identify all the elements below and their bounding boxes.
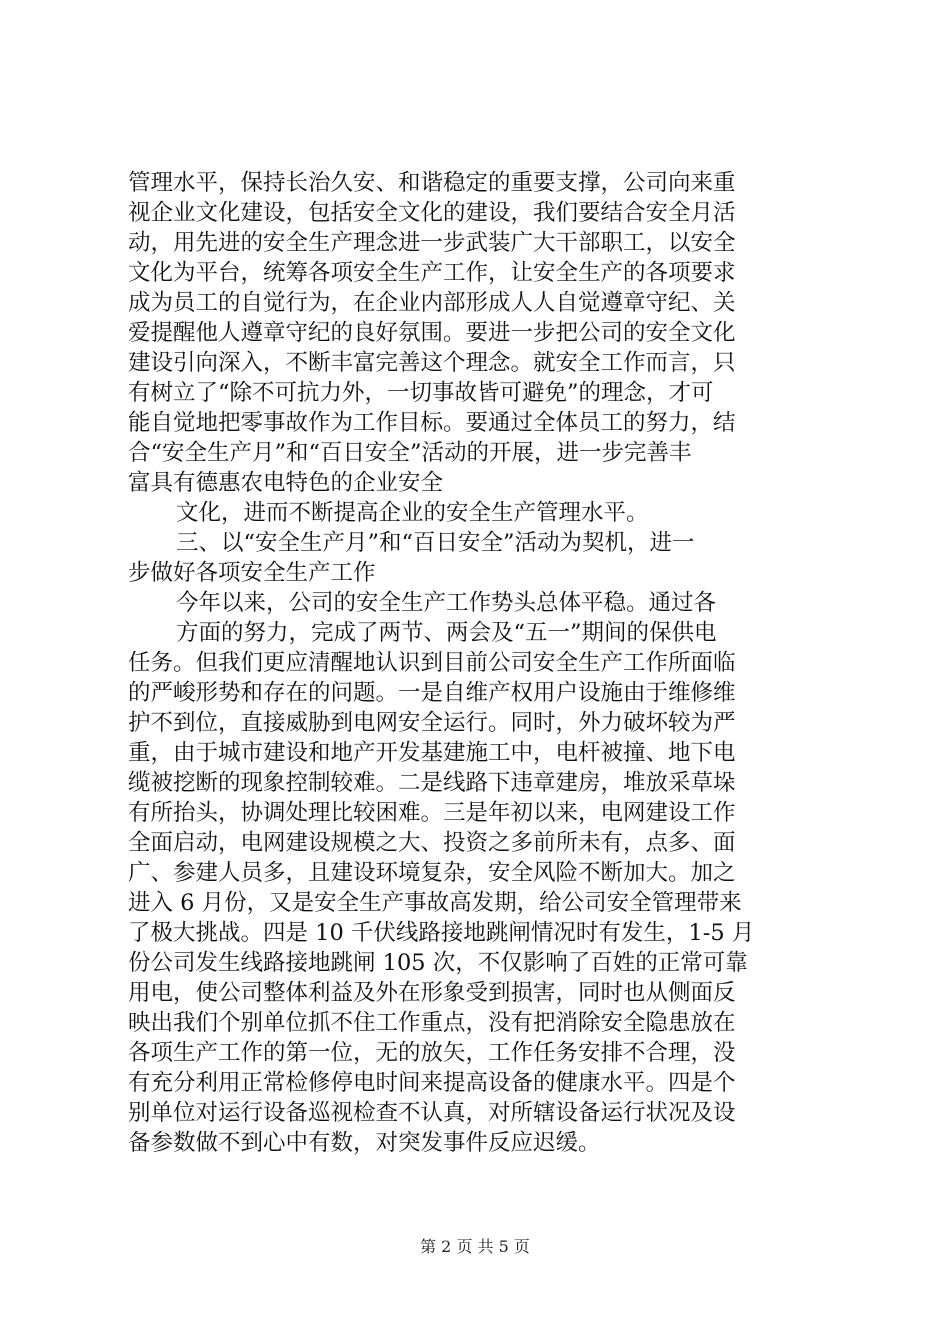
text-line: 动，用先进的安全生产理念进一步武装广大干部职工，以安全 xyxy=(128,230,736,256)
document-body xyxy=(128,168,848,1158)
text-line: 管理水平，保持长治久安、和谐稳定的重要支撑，公司向来重 xyxy=(128,170,736,196)
text-line: 三、以“安全生产月”和“百日安全”活动为契机，进一 xyxy=(176,530,695,556)
text-line: 映出我们个别单位抓不住工作重点，没有把消除安全隐患放在 xyxy=(128,1010,736,1036)
text-line: 各项生产工作的第一位，无的放矢，工作任务安排不合理，没 xyxy=(128,1040,736,1066)
text-line: 步做好各项安全生产工作 xyxy=(128,560,376,586)
text-line: 有所抬头，协调处理比较困难。三是年初以来，电网建设工作 xyxy=(128,800,736,826)
text-line: 广、参建人员多，且建设环境复杂，安全风险不断加大。加之 xyxy=(128,860,736,886)
text-line: 有树立了“除不可抗力外，一切事故皆可避免”的理念，才可 xyxy=(128,380,714,406)
text-line: 今年以来，公司的安全生产工作势头总体平稳。通过各 xyxy=(176,590,717,616)
text-line: 了极大挑战。四是 10 千伏线路接地跳闸情况时有发生，1-5 月 xyxy=(128,920,755,946)
text-line: 爱提醒他人遵章守纪的良好氛围。要进一步把公司的安全文化 xyxy=(128,320,736,346)
text-line: 全面启动，电网建设规模之大、投资之多前所未有，点多、面 xyxy=(128,830,736,856)
text-line: 建设引向深入，不断丰富完善这个理念。就安全工作而言，只 xyxy=(128,350,736,376)
text-line: 任务。但我们更应清醒地认识到目前公司安全生产工作所面临 xyxy=(128,650,736,676)
text-line: 文化，进而不断提高企业的安全生产管理水平。 xyxy=(176,500,649,526)
text-line: 文化为平台，统筹各项安全生产工作，让安全生产的各项要求 xyxy=(128,260,736,286)
text-line: 护不到位，直接威胁到电网安全运行。同时，外力破坏较为严 xyxy=(128,710,736,736)
text-line: 的严峻形势和存在的问题。一是自维产权用户设施由于维修维 xyxy=(128,680,736,706)
text-line: 份公司发生线路接地跳闸 105 次，不仅影响了百姓的正常可靠 xyxy=(128,950,748,976)
text-line: 别单位对运行设备巡视检查不认真，对所辖设备运行状况及设 xyxy=(128,1100,736,1126)
text-line: 备参数做不到心中有数，对突发事件反应迟缓。 xyxy=(128,1130,601,1156)
text-line: 能自觉地把零事故作为工作目标。要通过全体员工的努力，结 xyxy=(128,410,736,436)
text-line: 缆被挖断的现象控制较难。二是线路下违章建房，堆放采草垛 xyxy=(128,770,736,796)
text-line: 合“安全生产月”和“百日安全”活动的开展，进一步完善丰 xyxy=(128,440,692,466)
text-line: 重，由于城市建设和地产开发基建施工中，电杆被撞、地下电 xyxy=(128,740,736,766)
text-line: 视企业文化建设，包括安全文化的建设，我们要结合安全月活 xyxy=(128,200,736,226)
text-line: 方面的努力，完成了两节、两会及“五一”期间的保供电 xyxy=(176,620,717,646)
text-line: 有充分利用正常检修停电时间来提高设备的健康水平。四是个 xyxy=(128,1070,736,1096)
text-line: 进入 6 月份，又是安全生产事故高发期，给公司安全管理带来 xyxy=(128,890,742,916)
text-line: 富具有德惠农电特色的企业安全 xyxy=(128,470,444,496)
text-line: 成为员工的自觉行为，在企业内部形成人人自觉遵章守纪、关 xyxy=(128,290,736,316)
text-line: 用电，使公司整体利益及外在形象受到损害，同时也从侧面反 xyxy=(128,980,736,1006)
page-footer: 第 2 页 共 5 页 xyxy=(420,1237,530,1256)
